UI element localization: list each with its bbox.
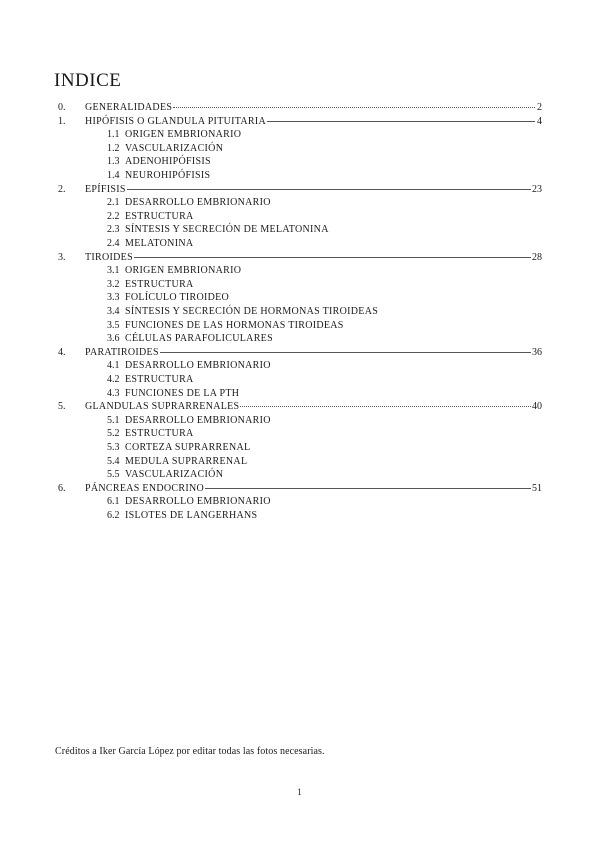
toc-entry-label: SÍNTESIS Y SECRECIÓN DE HORMONAS TIROIDEAS — [125, 306, 379, 317]
toc-entry-label: GENERALIDADES — [85, 102, 173, 113]
toc-entry-number: 1.4 — [107, 170, 120, 181]
toc-entry-label: SÍNTESIS Y SECRECIÓN DE MELATONINA — [125, 224, 329, 236]
toc-entry-label: DESARROLLO EMBRIONARIO — [125, 414, 271, 426]
toc-entry-label: ADENOHIPÓFISIS — [125, 156, 211, 168]
toc-leader-line — [240, 405, 531, 407]
toc-entry-label: PÁNCREAS ENDOCRINO — [85, 482, 205, 494]
toc-entry-label: DESARROLLO EMBRIONARIO — [125, 496, 271, 508]
toc-entry-label: ESTRUCTURA — [125, 428, 194, 440]
toc-subentry[interactable] — [107, 279, 194, 291]
toc-entry-label: FUNCIONES DE LA PTH — [125, 387, 240, 399]
toc-entry-label: VASCULARIZACIÓN — [125, 142, 224, 154]
toc-entry-label: GLANDULAS SUPRARRENALES — [85, 401, 240, 413]
toc-entry-page: 23 — [532, 183, 542, 195]
toc-entry-page: 28 — [532, 251, 542, 263]
toc-entry-label: NEUROHIPÓFISIS — [125, 170, 211, 181]
toc-entry-label: ESTRUCTURA — [125, 210, 194, 222]
toc-entry[interactable] — [58, 184, 542, 196]
toc-entry-label: DESARROLLO EMBRIONARIO — [125, 360, 271, 372]
toc-entry-number: 3. — [58, 251, 66, 263]
toc-subentry[interactable] — [107, 320, 344, 332]
toc-entry-number: 6. — [58, 482, 66, 494]
toc-leader-line — [267, 120, 535, 122]
toc-subentry[interactable] — [107, 197, 271, 209]
toc-subentry[interactable] — [107, 306, 378, 318]
toc-entry-label: MEDULA SUPRARRENAL — [125, 455, 248, 467]
toc-entry-label: ESTRUCTURA — [125, 278, 194, 290]
toc-entry-number: 5.4 — [107, 455, 120, 467]
toc-entry-number: 3.2 — [107, 278, 120, 290]
toc-entry-label: CÉLULAS PARAFOLICULARES — [125, 333, 273, 345]
toc-entry-label: VASCULARIZACIÓN — [125, 469, 224, 481]
toc-leader-line — [127, 188, 531, 190]
toc-entry[interactable] — [58, 102, 542, 114]
toc-subentry[interactable] — [107, 265, 241, 277]
toc-leader-line — [160, 351, 531, 353]
toc-subentry[interactable] — [107, 442, 250, 454]
toc-leader-line — [173, 106, 535, 108]
toc-subentry[interactable] — [107, 129, 241, 141]
toc-entry-label: HIPÓFISIS O GLANDULA PITUITARIA — [85, 115, 266, 127]
toc-entry-number: 2.4 — [107, 238, 120, 249]
toc-entry-label: ISLOTES DE LANGERHANS — [125, 510, 258, 521]
credits-text: Créditos a Iker García López por editar todas las fotos necesarias. — [55, 746, 325, 757]
toc-subentry[interactable] — [107, 510, 257, 522]
toc-entry-number: 4. — [58, 346, 66, 358]
toc-subentry[interactable] — [107, 469, 223, 481]
toc-entry-number: 3.5 — [107, 319, 120, 331]
toc-subentry[interactable] — [107, 170, 210, 182]
toc-entry[interactable] — [58, 252, 542, 264]
toc-entry-number: 3.6 — [107, 333, 120, 345]
toc-leader-line — [205, 487, 531, 489]
toc-leader-line — [134, 256, 531, 258]
toc-entry-label: EPÍFISIS — [85, 183, 126, 195]
toc-entry-number: 2.1 — [107, 197, 120, 209]
toc-entry-number: 5.2 — [107, 428, 120, 440]
toc-entry-number: 5.5 — [107, 469, 120, 481]
toc-entry-label: TIROIDES — [85, 251, 133, 263]
toc-entry-number: 6.2 — [107, 510, 120, 521]
toc-entry-number: 4.2 — [107, 374, 120, 385]
toc-subentry[interactable] — [107, 496, 271, 508]
toc-entry-label: PARATIROIDES — [85, 346, 159, 358]
toc-subentry[interactable] — [107, 333, 273, 345]
toc-entry-label: DESARROLLO EMBRIONARIO — [125, 197, 271, 209]
toc-entry-page: 2 — [537, 102, 542, 113]
toc-subentry[interactable] — [107, 238, 193, 250]
toc-entry-number: 6.1 — [107, 496, 120, 508]
toc-entry[interactable] — [58, 347, 542, 359]
toc-entry-page: 40 — [532, 401, 542, 413]
toc-entry-page: 51 — [532, 482, 542, 494]
toc-subentry[interactable] — [107, 156, 211, 168]
toc-entry-label: FUNCIONES DE LAS HORMONAS TIROIDEAS — [125, 319, 344, 331]
toc-entry-number: 5.3 — [107, 442, 120, 453]
toc-subentry[interactable] — [107, 360, 271, 372]
toc-subentry[interactable] — [107, 428, 194, 440]
toc-entry-number: 3.4 — [107, 306, 120, 317]
toc-entry-page: 4 — [537, 115, 542, 127]
toc-entry-number: 1.1 — [107, 129, 120, 141]
toc-entry-label: MELATONINA — [125, 238, 194, 249]
toc-entry-label: CORTEZA SUPRARRENAL — [125, 442, 251, 453]
toc-entry-label: ESTRUCTURA — [125, 374, 194, 385]
toc-subentry[interactable] — [107, 224, 329, 236]
toc-entry-number: 2.3 — [107, 224, 120, 236]
toc-subentry[interactable] — [107, 415, 271, 427]
toc-entry[interactable] — [58, 483, 542, 495]
toc-entry[interactable] — [58, 116, 542, 128]
toc-subentry[interactable] — [107, 456, 247, 468]
toc-entry-number: 4.1 — [107, 360, 120, 372]
toc-entry-number: 5.1 — [107, 414, 120, 426]
toc-entry-number: 1.3 — [107, 156, 120, 168]
toc-entry-label: FOLÍCULO TIROIDEO — [125, 292, 230, 304]
toc-entry-page: 36 — [532, 346, 542, 358]
toc-subentry[interactable] — [107, 211, 194, 223]
page-title: INDICE — [54, 70, 122, 91]
toc-entry-number: 0. — [58, 102, 66, 113]
toc-subentry[interactable] — [107, 292, 229, 304]
toc-subentry[interactable] — [107, 388, 239, 400]
toc-entry-number: 1. — [58, 115, 66, 127]
toc-entry[interactable] — [58, 401, 542, 413]
toc-entry-label: ORIGEN EMBRIONARIO — [125, 129, 242, 141]
page-number: 1 — [297, 787, 302, 797]
toc-subentry[interactable] — [107, 374, 194, 386]
toc-entry-number: 2.2 — [107, 210, 120, 222]
toc-entry-number: 4.3 — [107, 387, 120, 399]
toc-entry-number: 5. — [58, 401, 66, 413]
toc-entry-number: 3.1 — [107, 265, 120, 277]
toc-entry-number: 2. — [58, 183, 66, 195]
toc-entry-number: 3.3 — [107, 292, 120, 304]
toc-entry-number: 1.2 — [107, 142, 120, 154]
toc-entry-label: ORIGEN EMBRIONARIO — [125, 265, 242, 277]
toc-subentry[interactable] — [107, 143, 223, 155]
